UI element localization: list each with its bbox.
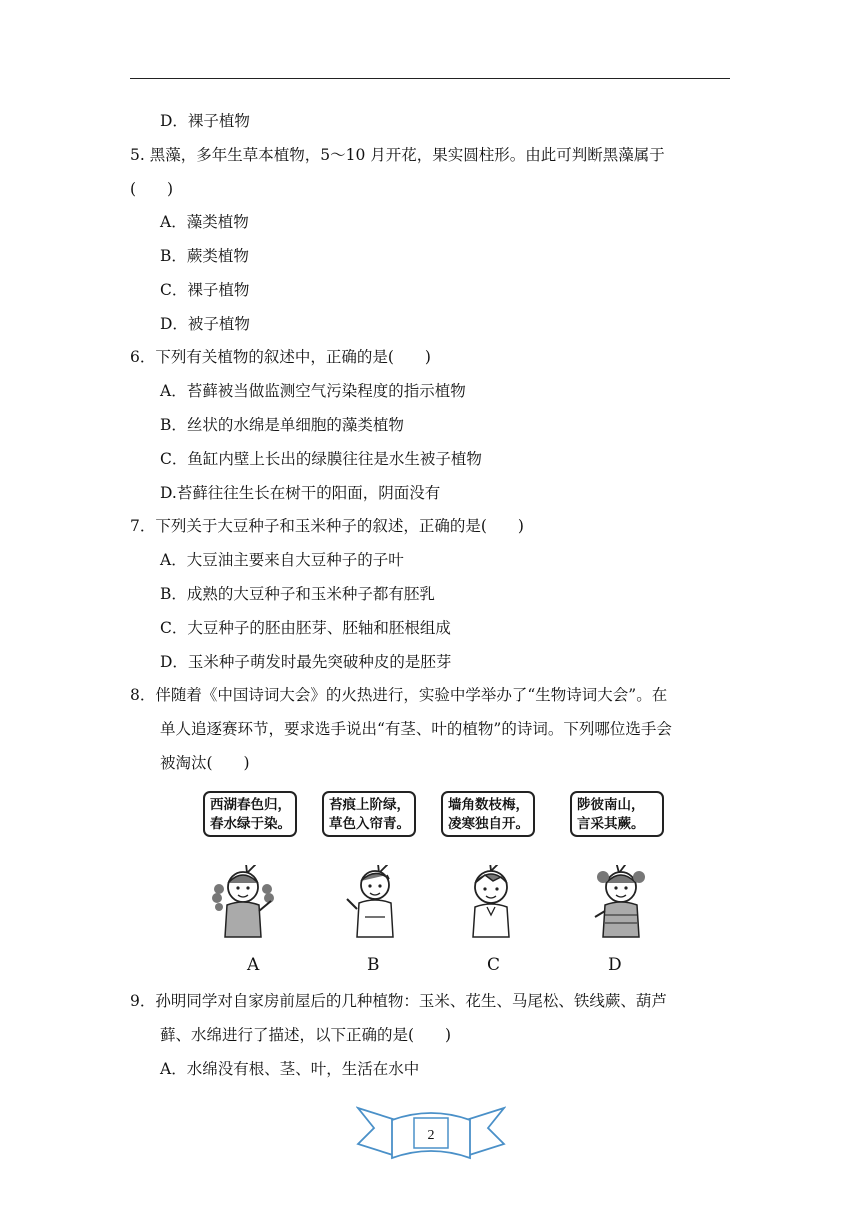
header-rule: [130, 78, 730, 79]
q9-stem-line1: 9．孙明同学对自家房前屋后的几种植物：玉米、花生、马尾松、铁线蕨、葫芦: [130, 992, 667, 1010]
q5-option-d: D．被子植物: [160, 315, 250, 333]
speech-bubble-a: [203, 791, 297, 837]
q6-stem: 6．下列有关植物的叙述中，正确的是( ): [130, 348, 431, 366]
q4-option-d: D．裸子植物: [160, 112, 250, 130]
q8-figure: [195, 785, 665, 980]
page-number-ribbon: [356, 1100, 506, 1166]
q5-option-b: B．蕨类植物: [160, 247, 249, 265]
poem-d-line2: 言采其蕨。: [577, 816, 645, 832]
q8-stem-line3: 被淘汰( ): [160, 754, 250, 772]
q7-stem: 7．下列关于大豆种子和玉米种子的叙述，正确的是( ): [130, 517, 524, 535]
option-letter-b: B: [367, 955, 380, 975]
q7-option-d: D．玉米种子萌发时最先突破种皮的是胚芽: [160, 653, 452, 671]
child-a-illustration: [205, 865, 281, 947]
q8-stem-line1: 8．伴随着《中国诗词大会》的火热进行，实验中学举办了“生物诗词大会”。在: [130, 686, 668, 704]
q5-stem: 5. 黑藻，多年生草本植物，5～10 月开花，果实圆柱形。由此可判断黑藻属于: [130, 146, 665, 164]
speech-bubble-c: [441, 791, 535, 837]
q5-answer-blank: ( ): [130, 180, 174, 198]
poem-b-line1: 苔痕上阶绿，: [329, 797, 410, 813]
q5-option-c: C．裸子植物: [160, 281, 250, 299]
poem-a-line1: 西湖春色归，: [210, 797, 291, 813]
page-number: 2: [427, 1128, 435, 1143]
poem-b-line2: 草色入帘青。: [329, 816, 410, 832]
child-b-illustration: [335, 865, 411, 947]
poem-c-line1: 墙角数枝梅，: [448, 797, 529, 813]
q9-stem-line2: 藓、水绵进行了描述，以下正确的是( ): [160, 1026, 452, 1044]
q6-option-d: D.苔藓往往生长在树干的阳面，阴面没有: [160, 484, 441, 502]
poem-d-line1: 陟彼南山，: [577, 797, 645, 813]
q7-option-c: C．大豆种子的胚由胚芽、胚轴和胚根组成: [160, 619, 451, 637]
option-letter-c: C: [487, 955, 501, 975]
poem-a-line2: 春水绿于染。: [210, 816, 291, 832]
option-letter-a: A: [247, 955, 260, 975]
speech-bubble-b: [322, 791, 416, 837]
q9-option-a: A．水绵没有根、茎、叶，生活在水中: [160, 1060, 420, 1078]
q7-option-a: A．大豆油主要来自大豆种子的子叶: [160, 551, 404, 569]
q6-option-c: C．鱼缸内壁上长出的绿膜往往是水生被子植物: [160, 450, 482, 468]
q6-option-b: B．丝状的水绵是单细胞的藻类植物: [160, 416, 404, 434]
q5-option-a: A．藻类植物: [160, 213, 249, 231]
option-letter-d: D: [608, 955, 622, 975]
q7-option-b: B．成熟的大豆种子和玉米种子都有胚乳: [160, 585, 435, 603]
speech-bubble-d: [570, 791, 664, 837]
q6-option-a: A．苔藓被当做监测空气污染程度的指示植物: [160, 382, 466, 400]
q8-stem-line2: 单人追逐赛环节，要求选手说出“有茎、叶的植物”的诗词。下列哪位选手会: [160, 720, 672, 738]
child-d-illustration: [591, 865, 667, 947]
child-c-illustration: [453, 865, 529, 947]
poem-c-line2: 凌寒独自开。: [448, 816, 529, 832]
